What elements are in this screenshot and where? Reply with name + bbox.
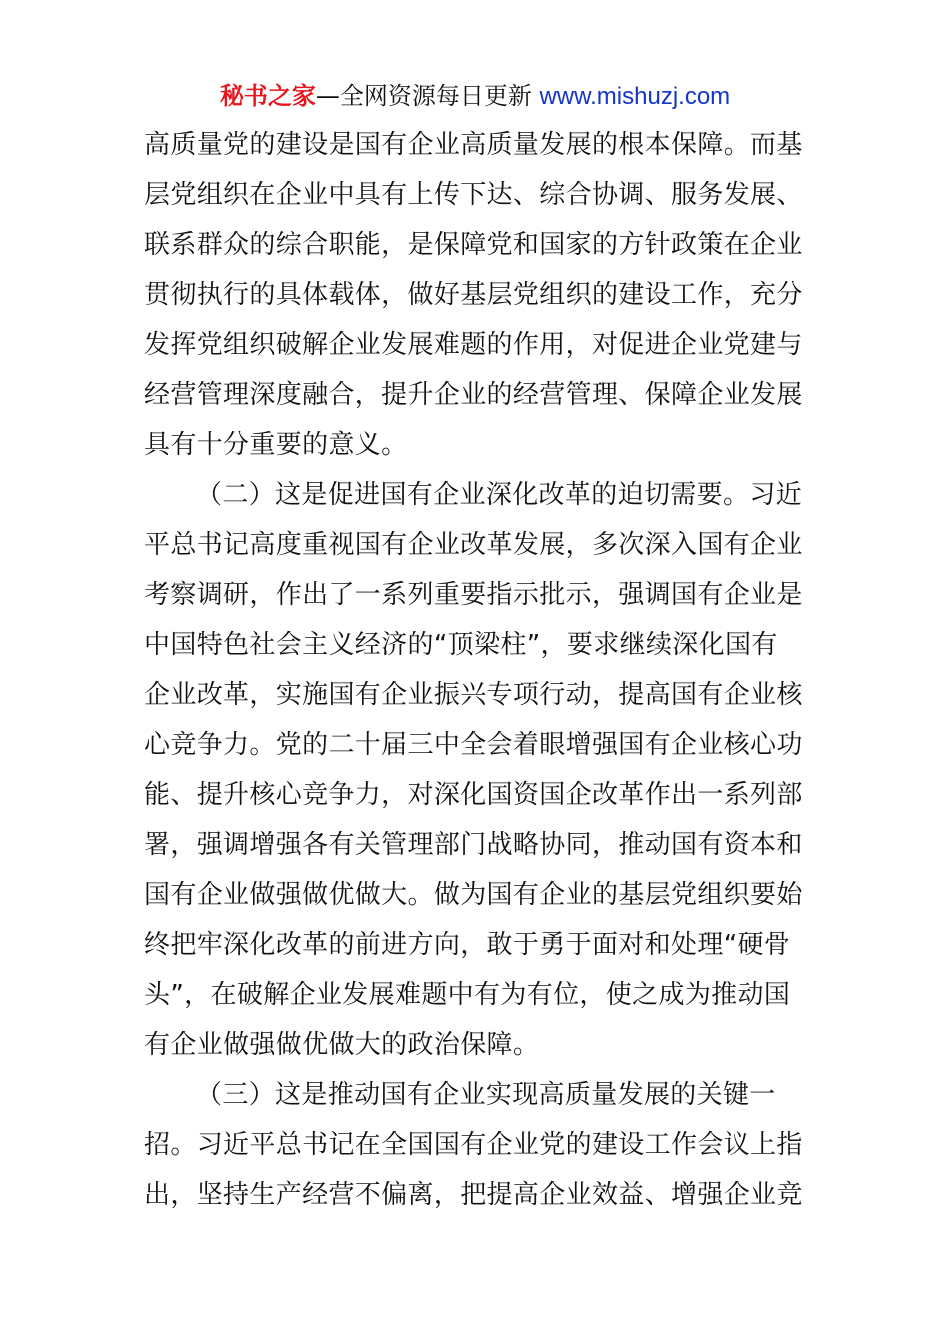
text-line: 高质量党的建设是国有企业高质量发展的根本保障。而基 [144, 130, 803, 160]
site-tagline: —全网资源每日更新 [315, 82, 540, 110]
text-line: 考察调研，作出了一系列重要指示批示，强调国有企业是 [144, 580, 803, 610]
text-line: 经营管理深度融合，提升企业的经营管理、保障企业发展 [144, 380, 803, 410]
text-line: 心竞争力。党的二十届三中全会着眼增强国有企业核心功 [144, 730, 803, 760]
text-line: 有企业做强做优做大的政治保障。 [144, 1030, 540, 1060]
text-line: 招。习近平总书记在全国国有企业党的建设工作会议上指 [144, 1130, 803, 1160]
text-line: 中国特色社会主义经济的“顶梁柱”，要求继续深化国有 [144, 630, 778, 660]
text-line: 贯彻执行的具体载体，做好基层党组织的建设工作，充分 [144, 280, 803, 310]
text-line: 具有十分重要的意义。 [144, 430, 408, 460]
text-line: 能、提升核心竞争力，对深化国资国企改革作出一系列部 [144, 780, 803, 810]
text-line: 出，坚持生产经营不偏离，把提高企业效益、增强企业竞 [144, 1180, 803, 1210]
site-brand: 秘书之家 [219, 82, 316, 110]
paragraph-start-line: （二）这是促进国有企业深化改革的迫切需要。习近 [196, 480, 803, 510]
text-line: 企业改革，实施国有企业振兴专项行动，提高国有企业核 [144, 680, 803, 710]
document-body [144, 120, 810, 1220]
text-line: 联系群众的综合职能，是保障党和国家的方针政策在企业 [144, 230, 803, 260]
text-line: 层党组织在企业中具有上传下达、综合协调、服务发展、 [144, 180, 803, 210]
site-header [0, 80, 950, 113]
text-line: 平总书记高度重视国有企业改革发展，多次深入国有企业 [144, 530, 803, 560]
text-line: 署，强调增强各有关管理部门战略协同，推动国有资本和 [144, 830, 803, 860]
paragraph-start-line: （三）这是推动国有企业实现高质量发展的关键一 [196, 1080, 776, 1110]
text-line: 发挥党组织破解企业发展难题的作用，对促进企业党建与 [144, 330, 803, 360]
site-url-link[interactable]: www.mishuzj.com [539, 83, 731, 110]
text-line: 国有企业做强做优做大。做为国有企业的基层党组织要始 [144, 880, 803, 910]
text-line: 头”，在破解企业发展难题中有为有位，使之成为推动国 [144, 980, 791, 1010]
text-line: 终把牢深化改革的前进方向，敢于勇于面对和处理“硬骨 [144, 930, 791, 960]
